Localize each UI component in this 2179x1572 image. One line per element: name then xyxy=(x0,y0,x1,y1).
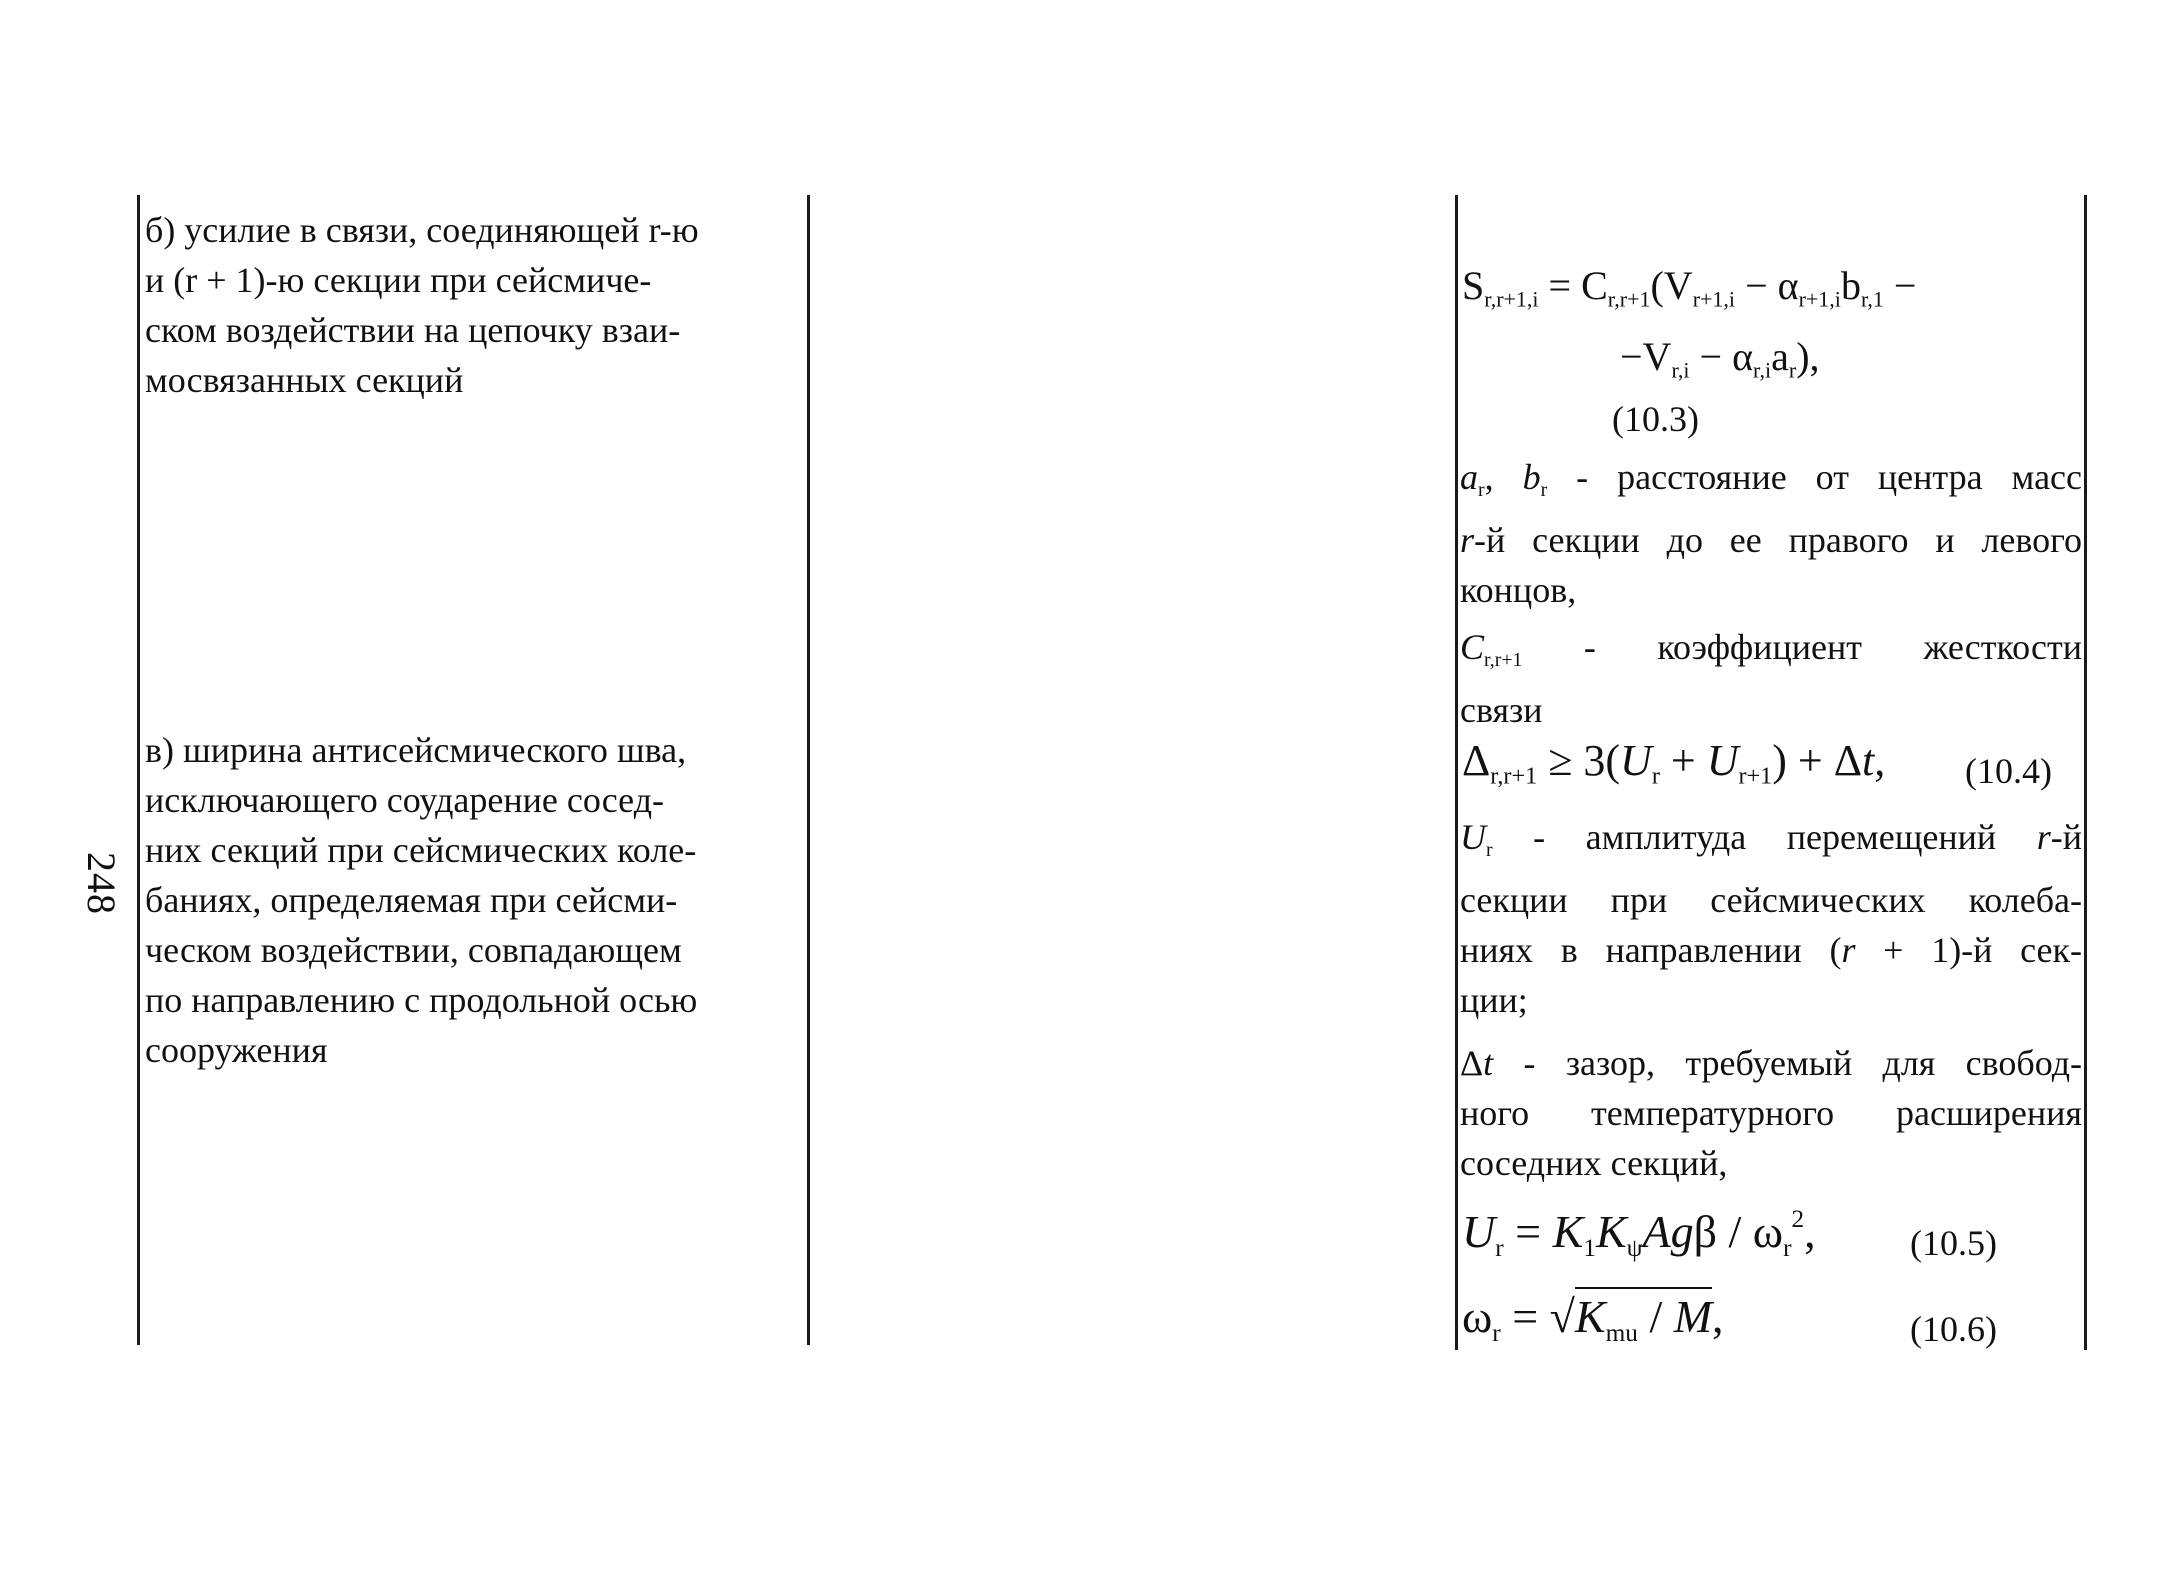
definition-dt xyxy=(1460,1038,2082,1188)
definition-u-line: ции; xyxy=(1460,979,1528,1020)
item-b-line: б) усилие в связи, соединяющей r-ю xyxy=(145,210,699,250)
definition-u-line: секции при сейсмических колеба- xyxy=(1460,879,2082,920)
item-b-line: и (r + 1)-ю секции при сейсмиче- xyxy=(145,260,652,300)
item-c-line: баниях, определяемая при сейсми- xyxy=(145,880,678,920)
page-number: 248 xyxy=(79,852,124,915)
right-column-right-rule xyxy=(2084,195,2087,1350)
definition-dt-line: Δt - зазор, требуемый для свобод- xyxy=(1460,1043,2082,1083)
item-c-line: исключающего соударение сосед- xyxy=(145,780,664,820)
equation-10-6: $\omega_r = √K_{mu} / M$, xyxy=(1462,1290,1724,1348)
equation-10-3-number: (10.3) xyxy=(1612,399,1699,439)
definition-c-line: $C_{r,r+1}$ - коэффициент жесткости xyxy=(1460,627,2082,671)
definition-u-line: $U_r$ - амплитуда перемещений r-й xyxy=(1460,817,2082,861)
equation-10-3-line1: $S_{r,r+1,i} = C_{r,r+1}(V_{r+1,i} - \alpha_{r+1,i}b_{r,1}$ − xyxy=(1462,263,1917,312)
item-b-line: ском воздействии на цепочку взаи- xyxy=(145,310,681,350)
item-b-line: мосвязанных секций xyxy=(145,360,464,400)
equation-10-3-line2: $-V_{r,i} - \alpha_{r,i}a_r$), xyxy=(1620,334,1820,383)
item-c-text xyxy=(145,725,800,1075)
right-column-left-rule xyxy=(1455,195,1458,1350)
equation-10-6-number: (10.6) xyxy=(1910,1309,1997,1349)
item-c-line: в) ширина антисейсмического шва, xyxy=(145,730,687,770)
item-b-text xyxy=(145,205,800,405)
definition-c xyxy=(1460,622,2082,735)
definition-ab-line: концов, xyxy=(1460,569,1577,610)
left-column-left-rule xyxy=(137,195,140,1345)
definition-dt-line: ного температурного расширения xyxy=(1460,1093,2082,1133)
equation-10-5-number: (10.5) xyxy=(1910,1223,1997,1263)
definition-ab-line: $a_r$, $b_r$ - расстояние от центра масс xyxy=(1460,457,2083,501)
definition-ab-line: r-й секции до ее правого и левого xyxy=(1460,519,2082,560)
item-c-line: сооружения xyxy=(145,1030,328,1070)
definition-dt-line: соседних секций, xyxy=(1460,1143,1728,1183)
definition-u xyxy=(1460,812,2082,1025)
definition-c-line: связи xyxy=(1460,689,1543,730)
equation-10-4-number: (10.4) xyxy=(1965,751,2052,791)
item-c-line: них секций при сейсмических коле- xyxy=(145,830,697,870)
left-column-right-rule xyxy=(807,195,810,1345)
definition-ab xyxy=(1460,452,2082,615)
equation-10-4: $\Delta_{r,r+1} \ge 3(U_r + U_{r+1}) + \Delta t$, xyxy=(1462,736,1886,790)
item-c-line: ческом воздействии, совпадающем xyxy=(145,930,682,970)
item-c-line: по направлению с продольной осью xyxy=(145,980,698,1020)
equation-10-5: $U_r = K_1K_\psi Ag\beta / \omega_r^2$, xyxy=(1462,1205,1816,1263)
definition-u-line: ниях в направлении (r + 1)-й сек- xyxy=(1460,929,2083,970)
